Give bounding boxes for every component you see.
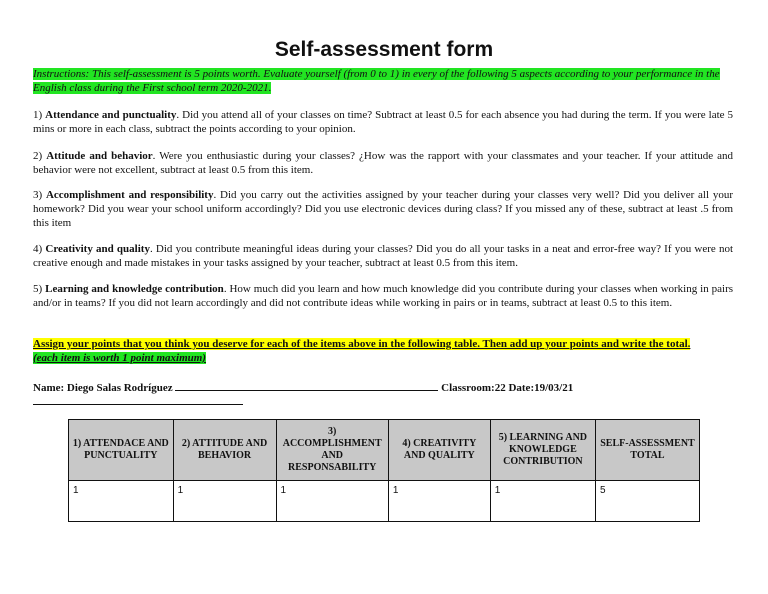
score-attitude[interactable]: 1 [173, 481, 276, 522]
date: Date:19/03/21 [508, 382, 574, 394]
score-creativity[interactable]: 1 [388, 481, 490, 522]
score-total[interactable]: 5 [595, 481, 699, 522]
student-name: Name: Diego Salas Rodríguez [33, 382, 173, 394]
item-heading: Learning and knowledge contribution [45, 283, 224, 295]
header-attendance: 1) ATTENDACE AND PUNCTUALITY [69, 420, 174, 481]
assign-instructions [33, 337, 733, 365]
item-4-paragraph [33, 242, 733, 270]
assign-note: (each item is worth 1 point maximum) [33, 352, 206, 364]
header-accomplishment: 3) ACCOMPLISHMENT AND RESPONSABILITY [276, 420, 388, 481]
item-heading: Creativity and quality [45, 243, 150, 255]
item-heading: Attendance and punctuality [45, 109, 177, 121]
header-attitude: 2) ATTITUDE AND BEHAVIOR [173, 420, 276, 481]
header-learning: 5) LEARNING AND KNOWLEDGE CONTRIBUTION [490, 420, 595, 481]
item-heading: Attitude and behavior [46, 150, 153, 162]
item-3-paragraph [33, 188, 733, 230]
header-total: SELF-ASSESSMENT TOTAL [595, 420, 699, 481]
item-5-paragraph [33, 282, 733, 310]
instructions-text: Instructions: This self-assessment is 5 points worth. Evaluate yourself (from 0 to 1) in every of the following 5 aspects according to your performance in the English class during the First school term 2020-2021. [33, 68, 720, 94]
header-creativity: 4) CREATIVITY AND QUALITY [388, 420, 490, 481]
score-accomplishment[interactable]: 1 [276, 481, 388, 522]
score-attendance[interactable]: 1 [69, 481, 174, 522]
item-text: . Were you enthusiastic during your classes? ¿How was the rapport with your classmates and your teacher. If your attitude and behavior were not excellent, subtract at least 0.5 from this item. [33, 150, 733, 176]
item-number: 3) [33, 189, 43, 201]
item-number: 4) [33, 243, 43, 255]
classroom: Classroom:22 [441, 382, 506, 394]
instructions [33, 67, 733, 95]
name-blank-line [175, 380, 438, 391]
score-learning[interactable]: 1 [490, 481, 595, 522]
table-row [69, 481, 700, 522]
item-text: . Did you attend all of your classes on time? Subtract at least 0.5 for each absence you had during the term. If you were late 5 mins or more in each class, subtract the points according to your opinion. [33, 109, 733, 135]
item-number: 1) [33, 109, 43, 121]
continuation-blank-line [33, 392, 243, 405]
item-number: 2) [33, 150, 43, 162]
item-number: 5) [33, 283, 43, 295]
item-2-paragraph [33, 149, 733, 177]
item-text: . How much did you learn and how much knowledge did you contribute during your classes when working in pairs and/or in teams? If you did not learn accordingly and did not contribute ideas while working in pairs or in teams, subtract at least 0.5 to this item. [33, 283, 734, 309]
item-heading: Accomplishment and responsibility [45, 189, 214, 201]
item-1-paragraph [33, 108, 733, 136]
page-title: Self-assessment form [274, 38, 494, 61]
assessment-table [68, 419, 700, 522]
item-text: . Did you carry out the activities assigned by your teacher during your classes very well? Did you deliver all your homework? Did you wear your school uniform accordingly? Did you use electronic devices during class? If you missed any of these, subtract at least .5 from this item [33, 189, 733, 229]
table-header-row [69, 420, 700, 481]
assign-text: Assign your points that you think you deserve for each of the items above in the following table. Then add up your points and write the total. [33, 338, 691, 350]
item-text: . Did you contribute meaningful ideas during your classes? Did you do all your tasks in a neat and error-free way? If you were not creative enough and made mistakes in your tasks assigned by your teacher, subtract at least 0.5 from this item. [33, 243, 734, 269]
